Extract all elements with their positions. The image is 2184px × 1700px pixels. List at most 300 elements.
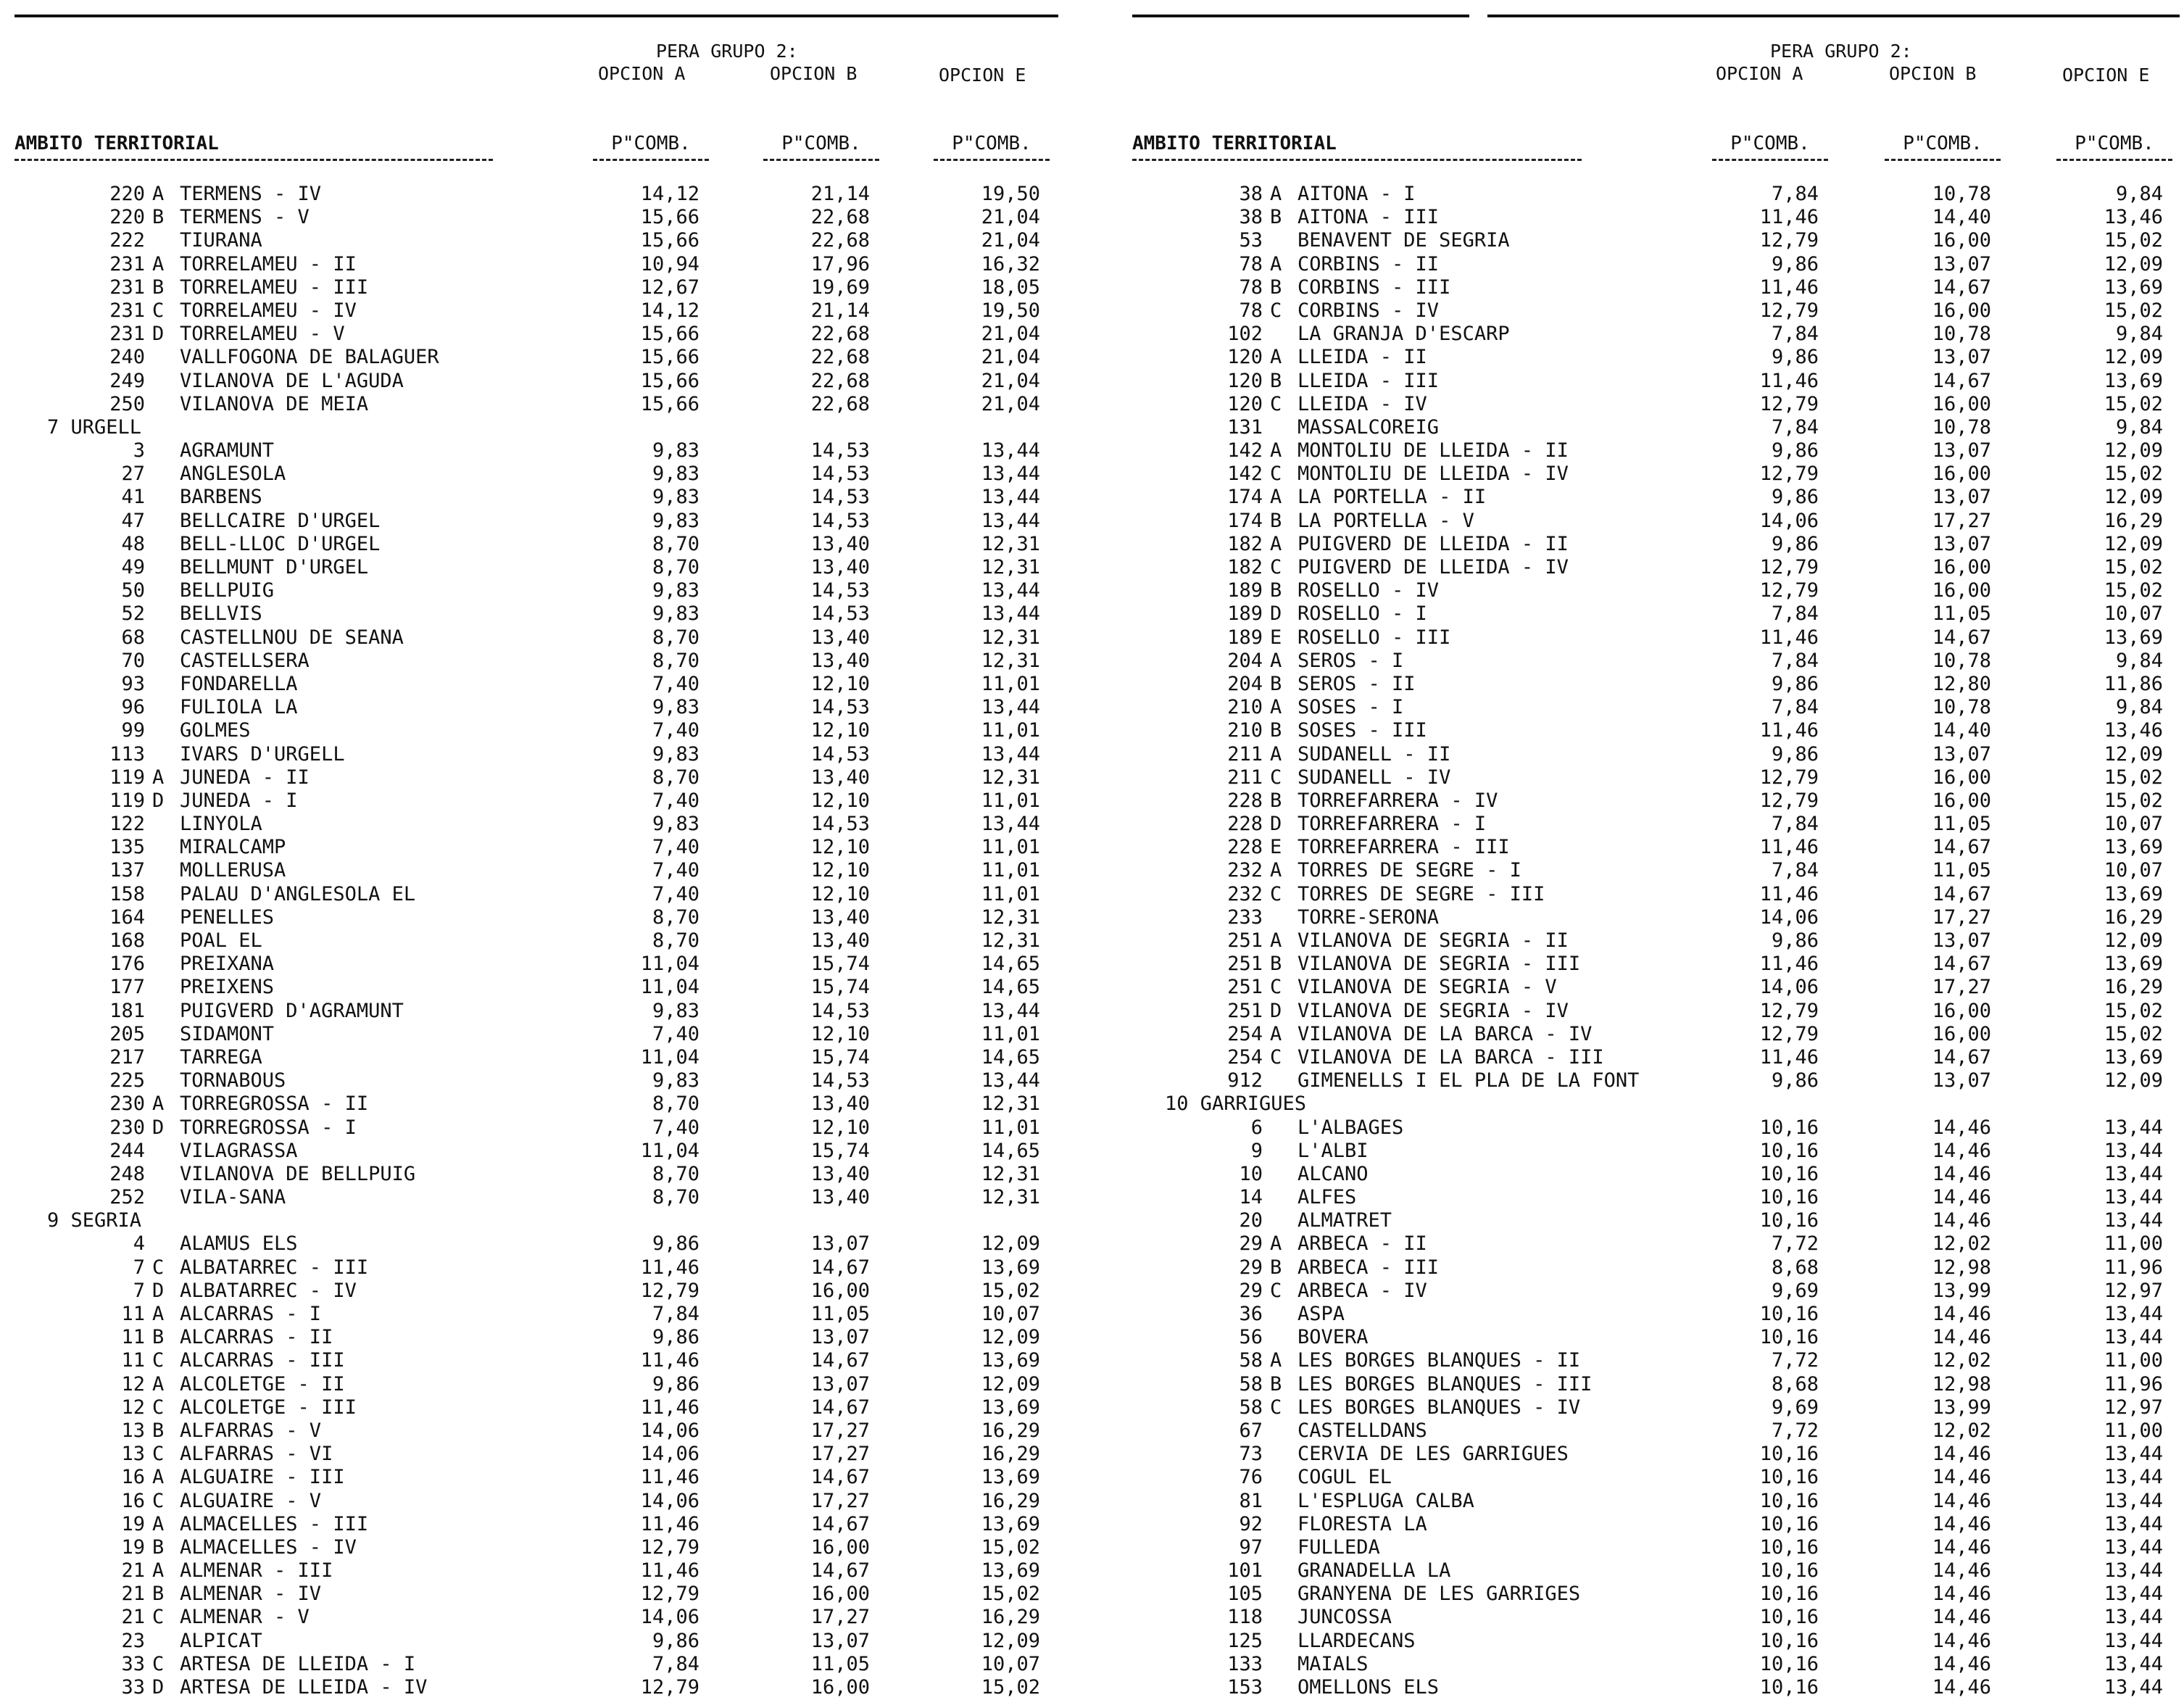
municipality-code: 67 xyxy=(1239,1419,1263,1442)
table-row xyxy=(14,439,1058,463)
municipality-name: GOLMES xyxy=(180,719,251,742)
col-e-heading: P"COMB. xyxy=(952,133,1031,154)
table-row xyxy=(14,626,1058,650)
col-e-underline xyxy=(2056,159,2172,161)
municipality-name: BARBENS xyxy=(180,486,262,509)
municipality-code: 176 xyxy=(109,953,145,976)
municipality-code: 228 xyxy=(1227,836,1263,859)
value-option-e: 12,09 xyxy=(2104,532,2163,555)
col-e-underline xyxy=(934,159,1050,161)
zone-suffix: D xyxy=(152,1116,165,1139)
municipality-name: ALMACELLES - IV xyxy=(180,1535,357,1559)
zone-suffix: C xyxy=(1270,1045,1282,1069)
value-option-e: 13,69 xyxy=(981,1396,1040,1419)
table-row xyxy=(1132,1280,2176,1303)
value-option-b: 16,00 xyxy=(1932,556,1991,579)
value-option-b: 13,40 xyxy=(810,556,870,579)
table-row xyxy=(14,1466,1058,1489)
value-option-e: 12,09 xyxy=(2104,252,2163,275)
value-option-e: 13,44 xyxy=(2104,1466,2163,1489)
value-option-a: 12,79 xyxy=(1759,392,1819,415)
table-row xyxy=(1132,1653,2176,1676)
value-option-e: 13,44 xyxy=(981,1069,1040,1092)
value-option-b: 14,53 xyxy=(810,439,870,463)
municipality-code: 12 xyxy=(121,1372,145,1396)
zone-suffix: A xyxy=(1270,486,1282,509)
table-row xyxy=(14,650,1058,673)
value-option-e: 12,31 xyxy=(981,649,1040,672)
municipality-name: ARBECA - IV xyxy=(1297,1279,1427,1302)
municipality-code: 56 xyxy=(1239,1326,1263,1349)
municipality-code: 4 xyxy=(133,1232,145,1256)
municipality-code: 250 xyxy=(109,392,145,415)
municipality-name: FULIOLA LA xyxy=(180,696,298,719)
municipality-code: 76 xyxy=(1239,1466,1263,1489)
municipality-code: 27 xyxy=(121,463,145,486)
municipality-name: ALMATRET xyxy=(1297,1209,1392,1232)
value-option-e: 12,31 xyxy=(981,766,1040,789)
municipality-code: 251 xyxy=(1227,999,1263,1022)
table-row xyxy=(1132,206,2176,229)
municipality-name: LES BORGES BLANQUES - III xyxy=(1297,1372,1593,1396)
value-option-a: 7,40 xyxy=(652,789,699,812)
value-option-b: 14,46 xyxy=(1932,1559,1991,1583)
table-row xyxy=(14,1069,1058,1092)
value-option-a: 15,66 xyxy=(640,206,699,229)
value-option-e: 9,84 xyxy=(2115,323,2163,346)
table-row xyxy=(1132,650,2176,673)
municipality-code: 230 xyxy=(109,1116,145,1139)
table-row xyxy=(14,183,1058,206)
right-page xyxy=(1132,0,2176,1700)
municipality-code: 19 xyxy=(121,1512,145,1535)
value-option-a: 9,83 xyxy=(652,813,699,836)
municipality-name: TIURANA xyxy=(180,229,262,252)
table-row xyxy=(1132,533,2176,556)
col-a-heading: P"COMB. xyxy=(1730,133,1810,154)
municipality-name: COGUL EL xyxy=(1297,1466,1392,1489)
zone-suffix: A xyxy=(1270,439,1282,463)
value-option-a: 12,79 xyxy=(640,1535,699,1559)
value-option-a: 8,70 xyxy=(652,649,699,672)
municipality-name: TORRELAMEU - V xyxy=(180,323,345,346)
value-option-a: 10,16 xyxy=(1759,1652,1819,1675)
value-option-b: 14,40 xyxy=(1932,206,1991,229)
table-row xyxy=(14,1280,1058,1303)
value-option-b: 16,00 xyxy=(1932,789,1991,812)
value-option-a: 9,86 xyxy=(1771,672,1819,695)
zone-suffix: B xyxy=(152,1535,165,1559)
value-option-e: 13,44 xyxy=(2104,1326,2163,1349)
municipality-code: 220 xyxy=(109,183,145,205)
table-row xyxy=(1132,1490,2176,1513)
value-option-a: 8,68 xyxy=(1771,1372,1819,1396)
value-option-e: 14,65 xyxy=(981,1045,1040,1069)
value-option-e: 15,02 xyxy=(2104,299,2163,322)
table-row xyxy=(1132,276,2176,299)
municipality-code: 232 xyxy=(1227,859,1263,882)
option-b-label: OPCION B xyxy=(1889,63,1977,84)
municipality-code: 182 xyxy=(1227,556,1263,579)
value-option-b: 14,46 xyxy=(1932,1186,1991,1209)
value-option-e: 9,84 xyxy=(2115,183,2163,205)
municipality-name: BELL-LLOC D'URGEL xyxy=(180,532,381,555)
table-row xyxy=(1132,370,2176,393)
value-option-b: 13,40 xyxy=(810,1186,870,1209)
top-rule-long xyxy=(1487,14,2180,17)
value-option-a: 14,12 xyxy=(640,183,699,205)
table-row xyxy=(14,953,1058,976)
value-option-e: 13,69 xyxy=(981,1349,1040,1372)
zone-suffix: C xyxy=(152,1443,165,1466)
table-row xyxy=(14,1256,1058,1280)
value-option-b: 21,14 xyxy=(810,183,870,205)
zone-suffix: C xyxy=(1270,299,1282,322)
value-option-e: 11,01 xyxy=(981,859,1040,882)
value-option-b: 14,53 xyxy=(810,602,870,626)
municipality-name: IVARS D'URGELL xyxy=(180,742,345,766)
value-option-e: 13,69 xyxy=(2104,1045,2163,1069)
value-option-b: 13,07 xyxy=(810,1629,870,1652)
zone-suffix: A xyxy=(152,1092,165,1116)
table-row xyxy=(1132,1559,2176,1583)
municipality-code: 252 xyxy=(109,1186,145,1209)
municipality-code: 16 xyxy=(121,1466,145,1489)
table-row xyxy=(1132,1326,2176,1349)
municipality-code: 182 xyxy=(1227,532,1263,555)
value-option-a: 11,46 xyxy=(640,1349,699,1372)
value-option-b: 14,67 xyxy=(1932,836,1991,859)
value-option-e: 11,01 xyxy=(981,1022,1040,1045)
value-option-e: 13,69 xyxy=(981,1559,1040,1583)
table-row xyxy=(1132,1513,2176,1536)
value-option-e: 12,09 xyxy=(2104,1069,2163,1092)
value-option-b: 11,05 xyxy=(1932,813,1991,836)
zone-suffix: C xyxy=(1270,1279,1282,1302)
value-option-a: 12,79 xyxy=(640,1676,699,1699)
value-option-b: 14,46 xyxy=(1932,1162,1991,1185)
table-row xyxy=(14,393,1058,416)
zone-suffix: B xyxy=(1270,509,1282,532)
municipality-name: LLEIDA - II xyxy=(1297,346,1427,369)
zone-suffix: A xyxy=(1270,346,1282,369)
value-option-b: 22,68 xyxy=(810,369,870,392)
table-row xyxy=(1132,1140,2176,1163)
value-option-b: 16,00 xyxy=(1932,1022,1991,1045)
municipality-code: 189 xyxy=(1227,626,1263,649)
table-row xyxy=(1132,1023,2176,1046)
municipality-name: TORNABOUS xyxy=(180,1069,286,1092)
table-row xyxy=(14,836,1058,859)
table-row xyxy=(14,579,1058,602)
value-option-a: 11,46 xyxy=(1759,1045,1819,1069)
table-row xyxy=(1132,719,2176,742)
table-row xyxy=(1132,836,2176,859)
value-option-e: 13,44 xyxy=(2104,1512,2163,1535)
table-row xyxy=(14,1092,1058,1116)
value-option-e: 13,44 xyxy=(2104,1139,2163,1162)
municipality-code: 120 xyxy=(1227,369,1263,392)
value-option-a: 9,86 xyxy=(1771,252,1819,275)
value-option-a: 7,40 xyxy=(652,1116,699,1139)
municipality-code: 50 xyxy=(121,579,145,602)
value-option-e: 13,44 xyxy=(981,579,1040,602)
value-option-e: 9,84 xyxy=(2115,649,2163,672)
municipality-name: TORRES DE SEGRE - I xyxy=(1297,859,1521,882)
value-option-a: 14,06 xyxy=(640,1419,699,1442)
value-option-b: 17,27 xyxy=(810,1489,870,1512)
option-e-label: OPCION E xyxy=(939,65,1026,86)
value-option-b: 22,68 xyxy=(810,392,870,415)
municipality-code: 21 xyxy=(121,1606,145,1629)
value-option-e: 13,69 xyxy=(2104,836,2163,859)
value-option-a: 11,46 xyxy=(640,1512,699,1535)
value-option-a: 9,86 xyxy=(1771,532,1819,555)
municipality-name: MAIALS xyxy=(1297,1652,1369,1675)
value-option-e: 15,02 xyxy=(981,1279,1040,1302)
table-row xyxy=(1132,1630,2176,1653)
zone-suffix: D xyxy=(152,1279,165,1302)
zone-suffix: C xyxy=(1270,392,1282,415)
value-option-b: 13,40 xyxy=(810,1162,870,1185)
zone-suffix: A xyxy=(152,1372,165,1396)
section-label: 9 SEGRIA xyxy=(47,1209,142,1232)
value-option-a: 9,83 xyxy=(652,742,699,766)
value-option-e: 13,44 xyxy=(2104,1606,2163,1629)
value-option-b: 12,98 xyxy=(1932,1372,1991,1396)
value-option-e: 12,31 xyxy=(981,1162,1040,1185)
value-option-e: 11,00 xyxy=(2104,1419,2163,1442)
table-row xyxy=(1132,1349,2176,1372)
municipality-code: 251 xyxy=(1227,929,1263,952)
table-row xyxy=(1132,323,2176,346)
value-option-b: 11,05 xyxy=(810,1303,870,1325)
municipality-name: ROSELLO - III xyxy=(1297,626,1451,649)
table-row xyxy=(14,1349,1058,1372)
municipality-name: ALCARRAS - I xyxy=(180,1303,322,1325)
municipality-name: ALMENAR - V xyxy=(180,1606,310,1629)
zone-suffix: A xyxy=(152,766,165,789)
value-option-a: 8,70 xyxy=(652,556,699,579)
value-option-a: 9,86 xyxy=(1771,439,1819,463)
municipality-code: 10 xyxy=(1239,1162,1263,1185)
table-row xyxy=(14,906,1058,929)
table-row xyxy=(1132,253,2176,276)
value-option-e: 21,04 xyxy=(981,369,1040,392)
value-option-b: 14,67 xyxy=(810,1466,870,1489)
municipality-name: ALCARRAS - III xyxy=(180,1349,345,1372)
value-option-a: 7,84 xyxy=(1771,415,1819,439)
municipality-code: 142 xyxy=(1227,463,1263,486)
municipality-code: 78 xyxy=(1239,275,1263,299)
value-option-e: 15,02 xyxy=(2104,392,2163,415)
value-option-b: 14,67 xyxy=(810,1256,870,1279)
zone-suffix: C xyxy=(1270,882,1282,905)
zone-suffix: A xyxy=(1270,1232,1282,1256)
municipality-name: TORREFARRERA - IV xyxy=(1297,789,1498,812)
value-option-a: 15,66 xyxy=(640,229,699,252)
value-option-b: 17,27 xyxy=(1932,509,1991,532)
value-option-b: 13,99 xyxy=(1932,1396,1991,1419)
municipality-name: PREIXANA xyxy=(180,953,275,976)
value-option-a: 9,83 xyxy=(652,486,699,509)
left-page xyxy=(14,0,1058,1700)
left-table-body xyxy=(14,183,1058,1699)
table-row xyxy=(14,1583,1058,1606)
zone-suffix: A xyxy=(1270,252,1282,275)
municipality-name: LLARDECANS xyxy=(1297,1629,1416,1652)
value-option-e: 13,44 xyxy=(2104,1629,2163,1652)
option-a-label: OPCION A xyxy=(598,63,686,84)
value-option-a: 10,16 xyxy=(1759,1209,1819,1232)
table-row xyxy=(1132,976,2176,999)
municipality-name: TORRELAMEU - II xyxy=(180,252,357,275)
table-row xyxy=(1132,883,2176,906)
municipality-code: 120 xyxy=(1227,346,1263,369)
municipality-code: 174 xyxy=(1227,509,1263,532)
municipality-name: TORRELAMEU - IV xyxy=(180,299,357,322)
col-a-heading: P"COMB. xyxy=(611,133,691,154)
table-row xyxy=(1132,1443,2176,1466)
value-option-b: 13,40 xyxy=(810,766,870,789)
value-option-e: 13,44 xyxy=(2104,1443,2163,1466)
value-option-e: 21,04 xyxy=(981,206,1040,229)
value-option-e: 14,65 xyxy=(981,1139,1040,1162)
table-row xyxy=(14,533,1058,556)
zone-suffix: D xyxy=(152,789,165,812)
value-option-e: 18,05 xyxy=(981,275,1040,299)
municipality-name: CERVIA DE LES GARRIGUES xyxy=(1297,1443,1569,1466)
zone-suffix: B xyxy=(1270,369,1282,392)
table-row xyxy=(14,1232,1058,1256)
municipality-name: AGRAMUNT xyxy=(180,439,275,463)
value-option-e: 13,44 xyxy=(981,439,1040,463)
municipality-name: ALFARRAS - V xyxy=(180,1419,322,1442)
table-row xyxy=(1132,1676,2176,1699)
value-option-a: 9,83 xyxy=(652,602,699,626)
municipality-code: 16 xyxy=(121,1489,145,1512)
table-row xyxy=(1132,766,2176,789)
municipality-code: 105 xyxy=(1227,1583,1263,1606)
value-option-b: 17,27 xyxy=(1932,976,1991,999)
table-row xyxy=(14,1536,1058,1559)
value-option-e: 11,01 xyxy=(981,836,1040,859)
municipality-name: VILANOVA DE L'AGUDA xyxy=(180,369,404,392)
value-option-b: 12,80 xyxy=(1932,672,1991,695)
value-option-a: 9,86 xyxy=(1771,486,1819,509)
table-row xyxy=(14,486,1058,509)
table-row xyxy=(14,1419,1058,1443)
zone-suffix: B xyxy=(1270,672,1282,695)
table-row xyxy=(14,253,1058,276)
table-row xyxy=(14,1303,1058,1326)
value-option-a: 10,16 xyxy=(1759,1162,1819,1185)
value-option-a: 9,86 xyxy=(652,1232,699,1256)
municipality-name: PUIGVERD DE LLEIDA - IV xyxy=(1297,556,1569,579)
municipality-code: 912 xyxy=(1227,1069,1263,1092)
value-option-a: 10,16 xyxy=(1759,1583,1819,1606)
table-row xyxy=(1132,1163,2176,1186)
value-option-a: 14,06 xyxy=(640,1489,699,1512)
value-option-b: 13,40 xyxy=(810,626,870,649)
value-option-a: 15,66 xyxy=(640,369,699,392)
value-option-e: 13,46 xyxy=(2104,719,2163,742)
municipality-name: PUIGVERD DE LLEIDA - II xyxy=(1297,532,1569,555)
value-option-e: 13,69 xyxy=(2104,369,2163,392)
zone-suffix: C xyxy=(152,1652,165,1675)
option-e-label: OPCION E xyxy=(2062,65,2150,86)
municipality-name: MONTOLIU DE LLEIDA - II xyxy=(1297,439,1569,463)
value-option-b: 12,10 xyxy=(810,882,870,905)
value-option-a: 11,46 xyxy=(1759,836,1819,859)
value-option-e: 13,44 xyxy=(2104,1303,2163,1325)
municipality-code: 12 xyxy=(121,1396,145,1419)
value-option-a: 7,84 xyxy=(652,1652,699,1675)
value-option-a: 7,72 xyxy=(1771,1349,1819,1372)
value-option-e: 12,31 xyxy=(981,905,1040,929)
table-row xyxy=(1132,510,2176,533)
value-option-a: 11,46 xyxy=(1759,953,1819,976)
value-option-b: 14,67 xyxy=(1932,953,1991,976)
municipality-name: VILANOVA DE MEIA xyxy=(180,392,369,415)
table-row xyxy=(14,299,1058,323)
value-option-b: 14,53 xyxy=(810,1069,870,1092)
value-option-e: 12,09 xyxy=(981,1629,1040,1652)
zone-suffix: B xyxy=(152,275,165,299)
municipality-code: 58 xyxy=(1239,1372,1263,1396)
value-option-b: 13,07 xyxy=(1932,439,1991,463)
value-option-a: 10,16 xyxy=(1759,1629,1819,1652)
municipality-name: BELLPUIG xyxy=(180,579,275,602)
zone-suffix: B xyxy=(152,1419,165,1442)
value-option-b: 13,07 xyxy=(810,1372,870,1396)
value-option-e: 15,02 xyxy=(2104,463,2163,486)
value-option-e: 16,29 xyxy=(2104,905,2163,929)
value-option-e: 10,07 xyxy=(2104,859,2163,882)
municipality-code: 70 xyxy=(121,649,145,672)
municipality-code: 81 xyxy=(1239,1489,1263,1512)
table-row xyxy=(14,323,1058,346)
value-option-e: 12,31 xyxy=(981,1186,1040,1209)
zone-suffix: D xyxy=(152,1676,165,1699)
municipality-name: VILANOVA DE LA BARCA - III xyxy=(1297,1045,1604,1069)
value-option-e: 19,50 xyxy=(981,183,1040,205)
zone-suffix: C xyxy=(152,1349,165,1372)
table-row xyxy=(14,696,1058,719)
value-option-e: 9,84 xyxy=(2115,696,2163,719)
value-option-e: 11,01 xyxy=(981,882,1040,905)
value-option-b: 13,07 xyxy=(1932,346,1991,369)
value-option-a: 8,70 xyxy=(652,1162,699,1185)
value-option-a: 7,40 xyxy=(652,859,699,882)
value-option-b: 13,07 xyxy=(1932,742,1991,766)
table-row xyxy=(14,1186,1058,1209)
value-option-e: 12,09 xyxy=(2104,346,2163,369)
value-option-e: 11,01 xyxy=(981,672,1040,695)
table-row xyxy=(14,719,1058,742)
value-option-e: 13,44 xyxy=(981,999,1040,1022)
municipality-code: 122 xyxy=(109,813,145,836)
value-option-a: 10,16 xyxy=(1759,1676,1819,1699)
municipality-name: ALBATARREC - III xyxy=(180,1256,369,1279)
value-option-b: 10,78 xyxy=(1932,649,1991,672)
table-row xyxy=(14,276,1058,299)
municipality-code: 153 xyxy=(1227,1676,1263,1699)
zone-suffix: C xyxy=(1270,556,1282,579)
value-option-e: 13,44 xyxy=(2104,1676,2163,1699)
value-option-b: 12,10 xyxy=(810,672,870,695)
municipality-name: VILA-SANA xyxy=(180,1186,286,1209)
